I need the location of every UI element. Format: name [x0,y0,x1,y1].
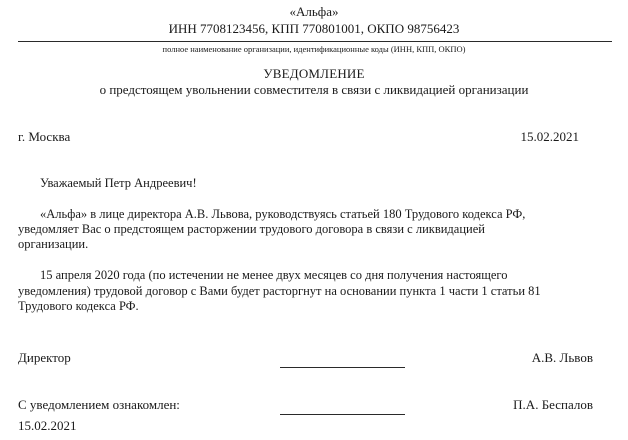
header-divider [18,41,612,42]
director-label: Директор [18,350,71,365]
paragraph-1-line-1: «Альфа» в лице директора А.В. Львова, руководствуясь статьей 180 Трудового кодекса РФ, [40,207,526,221]
director-name: А.В. Львов [531,350,593,365]
city: г. Москва [18,129,71,144]
paragraph-2-line-2: уведомления) трудовой договор с Вами будет расторгнут на основании пункта 1 части 1 статьи 81 [18,284,541,298]
header-caption: полное наименование организации, идентификационные коды (ИНН, КПП, ОКПО) [162,44,466,54]
paragraph-2-line-3: Трудового кодекса РФ. [18,299,139,313]
director-signature-line [280,367,405,368]
document-subtitle: о предстоящем увольнении совместителя в связи с ликвидацией организации [99,82,529,97]
org-name: «Альфа» [289,4,339,19]
document-date: 15.02.2021 [520,129,579,144]
document-title: УВЕДОМЛЕНИЕ [263,66,365,81]
paragraph-2-line-1: 15 апреля 2020 года (по истечении не менее двух месяцев со дня получения настоящего [40,268,508,282]
acquainted-date: 15.02.2021 [18,418,77,433]
greeting: Уважаемый Петр Андреевич! [40,176,197,190]
employee-signature-line [280,414,405,415]
acquainted-label: С уведомлением ознакомлен: [18,397,180,412]
org-codes: ИНН 7708123456, КПП 770801001, ОКПО 98756423 [168,21,460,36]
paragraph-1-line-3: организации. [18,237,89,251]
employee-name: П.А. Беспалов [513,397,593,412]
paragraph-1-line-2: уведомляет Вас о предстоящем расторжении трудового договора в связи с ликвидацией [18,222,485,236]
